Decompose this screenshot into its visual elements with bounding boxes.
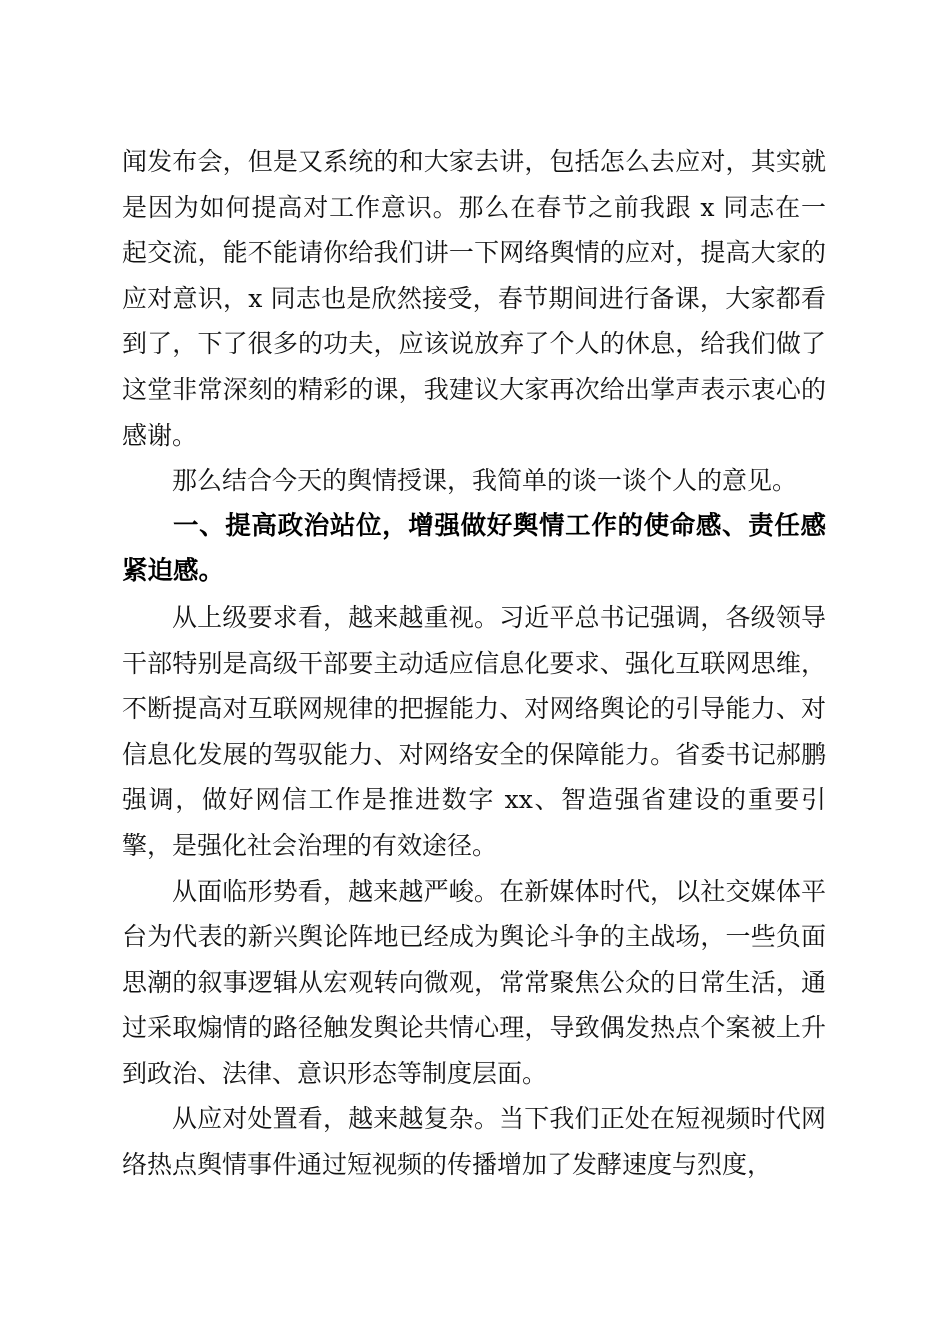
section-heading-1: 一、提高政治站位，增强做好舆情工作的使命感、责任感紧迫感。 [122,510,826,587]
paragraph-continued: 闻发布会，但是又系统的和大家去讲，包括怎么去应对，其实就是因为如何提高对工作意识。那么在春节之前我跟 x 同志在一起交流，能不能请你给我们讲一下网络舆情的应对，提高大家的应对意识，x 同志也是欣然接受，春节期间进行备课，大家都看到了，下了很多的功夫，应该说放弃了个人的休息，给我们做了这堂非常深刻的精彩的课，我建议大家再次给出掌声表示衷心的感谢。 [122,147,826,450]
paragraph-superior-requirements: 从上级要求看，越来越重视。习近平总书记强调，各级领导干部特别是高级干部要主动适应信息化要求、强化互联网思维，不断提高对互联网规律的把握能力、对网络舆论的引导能力、对信息化发展的驾驭能力、对网络安全的保障能力。省委书记郝鹏强调，做好网信工作是推进数字 xx、智造强省建设的重要引擎，是强化社会治理的有效途径。 [122,602,826,860]
paragraph-response: 从应对处置看，越来越复杂。当下我们正处在短视频时代网络热点舆情事件通过短视频的传播增加了发酵速度与烈度， [122,1104,826,1180]
paragraph-situation: 从面临形势看，越来越严峻。在新媒体时代，以社交媒体平台为代表的新兴舆论阵地已经成为舆论斗争的主战场，一些负面思潮的叙事逻辑从宏观转向微观，常常聚焦公众的日常生活，通过采取煽情的路径触发舆论共情心理，导致偶发热点个案被上升到政治、法律、意识形态等制度层面。 [122,876,826,1088]
document-body [122,139,826,1188]
paragraph-intro-opinion: 那么结合今天的舆情授课，我简单的谈一谈个人的意见。 [172,466,798,496]
